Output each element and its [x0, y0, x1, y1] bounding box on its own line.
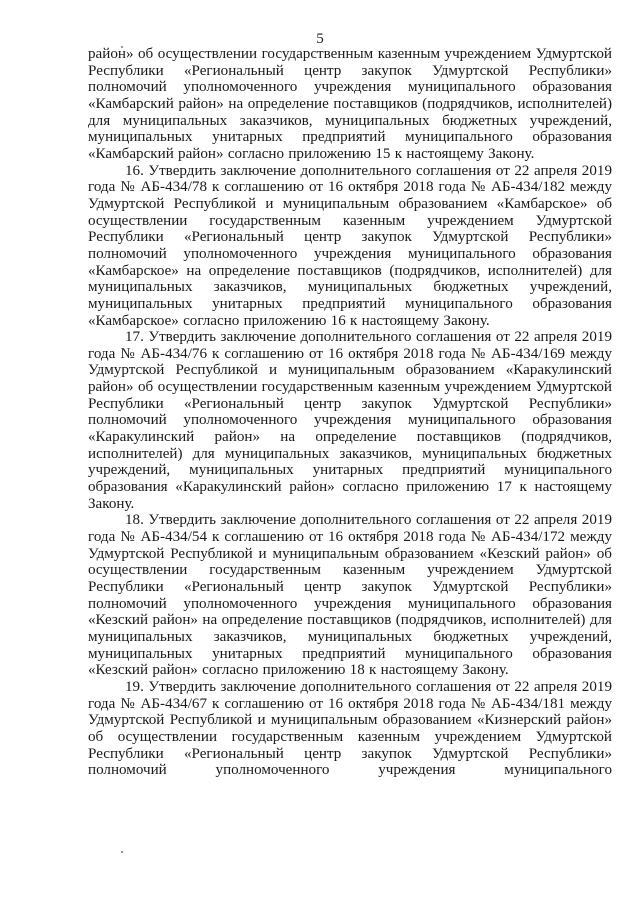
paragraph-16: 16. Утвердить заключение дополнительного соглашения от 22 апреля 2019 года № АБ-434/78 к соглашению от 16 октября 2018 года № АБ-434/182 между Удмуртской Республикой и муниципальным образованием «Камбарское» об осуществлении государственным казенным учреждением Удмуртской Республики «Региональный центр закупок Удмуртской Республики» полномочий уполномоченного учреждения муниципального образования «Камбарское» на определение поставщиков (подрядчиков, исполнителей) для муниципальных заказчиков, муниципальных бюджетных учреждений, муниципальных унитарных предприятий муниципального образования «Камбарское» согласно приложению 16 к настоящему Закону.: [88, 162, 612, 329]
scan-speck: [121, 851, 123, 853]
paragraph-18: 18. Утвердить заключение дополнительного соглашения от 22 апреля 2019 года № АБ-434/54 к соглашению от 16 октября 2018 года № АБ-434/172 между Удмуртской Республикой и муниципальным образованием «Кезский район» об осуществлении государственным казенным учреждением Удмуртской Республики «Региональный центр закупок Удмуртской Республики» полномочий уполномоченного учреждения муниципального образования «Кезский район» на определение поставщиков (подрядчиков, исполнителей) для муниципальных заказчиков, муниципальных бюджетных учреждений, муниципальных унитарных предприятий муниципального образования «Кезский район» согласно приложению 18 к настоящему Закону.: [88, 512, 612, 679]
paragraph-19: 19. Утвердить заключение дополнительного соглашения от 22 апреля 2019 года № АБ-434/67 к соглашению от 16 октября 2018 года № АБ-434/181 между Удмуртской Республикой и муниципальным образованием «Кизнерский район» об осуществлении государственным казенным учреждением Удмуртской Республики «Региональный центр закупок Удмуртской Республики» полномочий уполномоченного учреждения муниципального: [88, 678, 612, 779]
paragraph-15-continuation: район» об осуществлении государственным казенным учреждением Удмуртской Республики «Региональный центр закупок Удмуртской Республики» полномочий уполномоченного учреждения муниципального образования «Камбарский район» на определение поставщиков (подрядчиков, исполнителей) для муниципальных заказчиков, муниципальных бюджетных учреждений, муниципальных унитарных предприятий муниципального образования «Камбарский район» согласно приложению 15 к настоящему Закону.: [88, 46, 612, 162]
page-number: 5: [316, 31, 324, 47]
paragraph-17: 17. Утвердить заключение дополнительного соглашения от 22 апреля 2019 года № АБ-434/76 к соглашению от 16 октября 2018 года № АБ-434/169 между Удмуртской Республикой и муниципальным образованием «Каракулинский район» об осуществлении государственным казенным учреждением Удмуртской Республики «Региональный центр закупок Удмуртской Республики» полномочий уполномоченного учреждения муниципального образования «Каракулинский район» на определение поставщиков (подрядчиков, исполнителей) для муниципальных заказчиков, муниципальных бюджетных учреждений, муниципальных унитарных предприятий муниципального образования «Каракулинский район» согласно приложению 17 к настоящему Закону.: [88, 329, 612, 512]
document-body: [88, 46, 612, 779]
